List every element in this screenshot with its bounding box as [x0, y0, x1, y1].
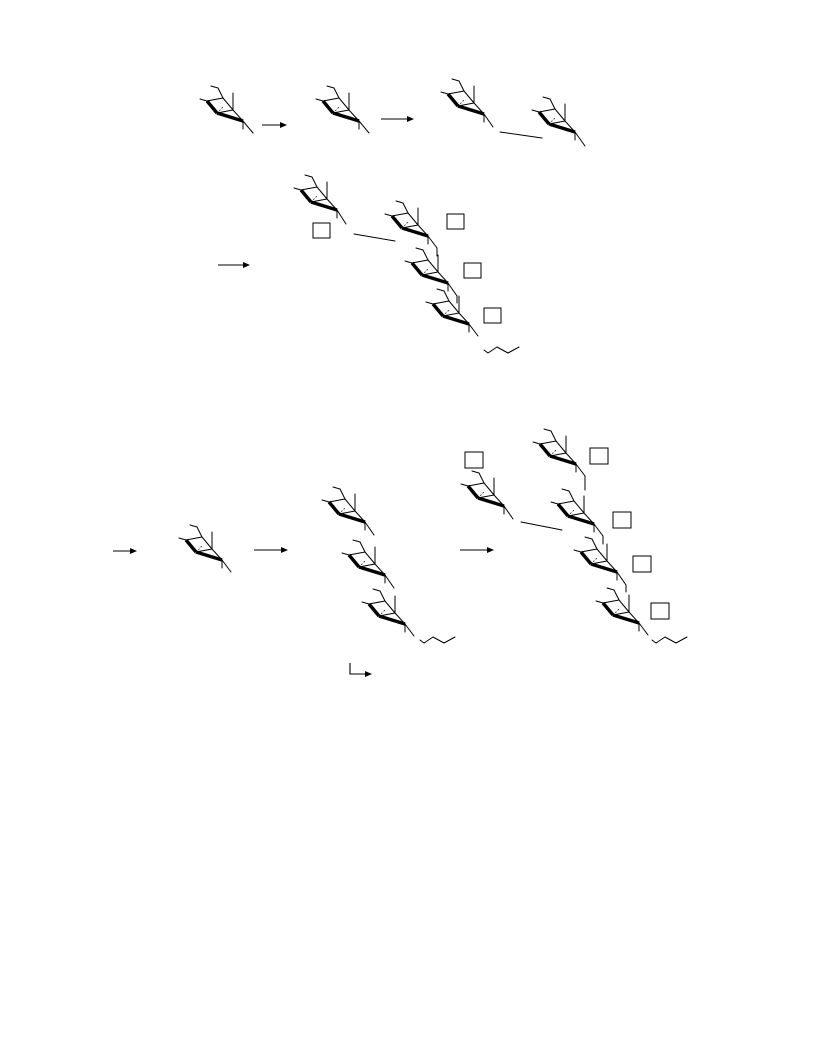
row-2-protecting-group-box-1 — [313, 223, 330, 238]
row-2-alkyl-chain — [484, 347, 519, 353]
row-3-alkyl-chain-left — [420, 637, 455, 643]
row-2-arrow — [218, 262, 250, 268]
row-1-monosaccharide-b — [316, 86, 369, 133]
row-3-arrow-3 — [460, 547, 494, 553]
row-3-arrow-2 — [254, 547, 288, 553]
row-3-protecting-group-box-4 — [633, 556, 651, 572]
row-3-protecting-group-box-5 — [651, 603, 669, 619]
row-3-protecting-group-box-1 — [465, 452, 483, 468]
row-2-protecting-group-box-2 — [447, 214, 464, 229]
row-2-tetrasaccharide — [294, 175, 519, 353]
row-3-protecting-group-box-2 — [590, 448, 608, 464]
row-1-disaccharide — [441, 79, 585, 146]
row-2-protecting-group-box-3 — [464, 263, 481, 278]
row-1-arrow-1 — [262, 122, 287, 128]
row-3-monosaccharide — [179, 525, 231, 572]
row-3-tetrasaccharide — [461, 429, 687, 643]
row-2-protecting-group-box-4 — [484, 308, 501, 323]
row-3-bent-arrow — [350, 663, 372, 677]
row-1-monosaccharide-a — [200, 86, 253, 133]
row-3-arrow-1 — [113, 548, 137, 554]
row-3-trisaccharide — [322, 487, 455, 643]
row-3-alkyl-chain-right — [652, 637, 687, 643]
row-3-protecting-group-box-3 — [613, 512, 631, 528]
row-1-arrow-2 — [381, 116, 414, 122]
